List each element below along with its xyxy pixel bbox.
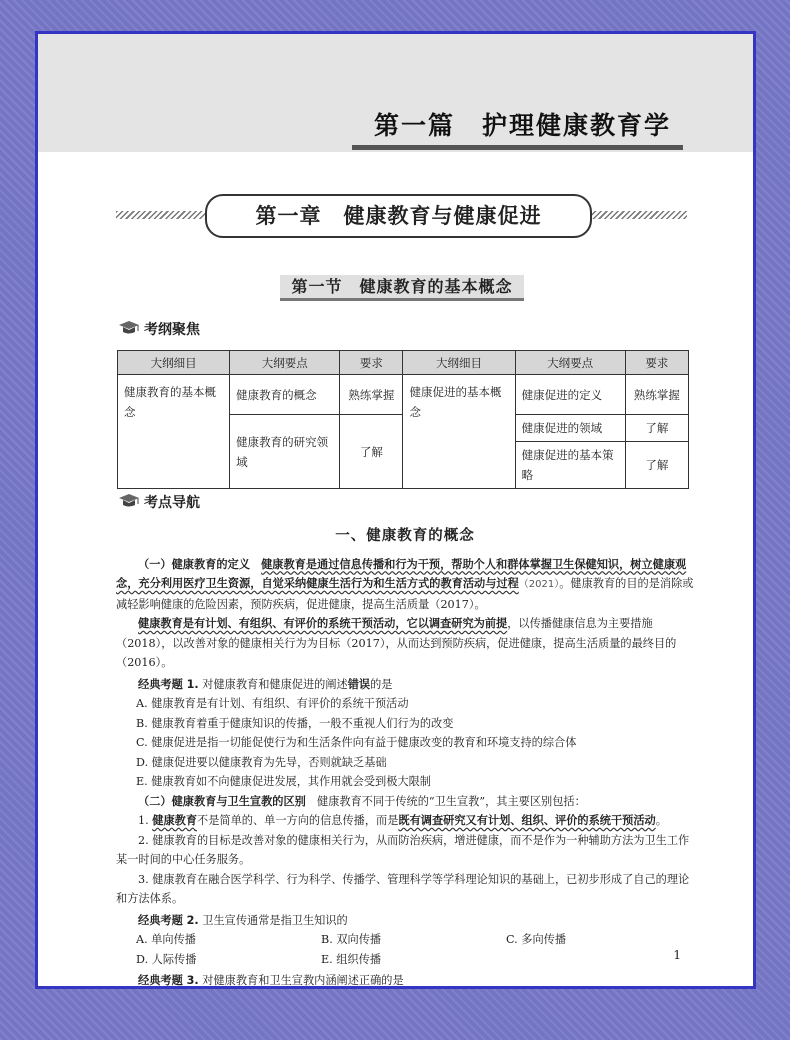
header-cell: 大纲细目	[118, 351, 230, 375]
question-stem: 对健康教育和卫生宣教内涵阐述正确的是	[202, 974, 404, 987]
table-cell-topic: 健康促进的基本概念	[403, 375, 515, 489]
question-label: 经典考题 1.	[138, 677, 199, 691]
table-cell-req: 了解	[625, 442, 688, 489]
key-point-text: 健康教育	[152, 814, 198, 827]
question-label: 经典考题 2.	[138, 913, 199, 927]
exam-question-1	[116, 675, 694, 695]
table-cell-topic: 健康教育的基本概念	[118, 375, 230, 489]
options-row	[116, 950, 694, 970]
table-cell-req: 了解	[340, 415, 403, 489]
question-stem-emphasis: 错误	[347, 677, 371, 691]
part-title: 第一篇 护理健康教育学	[352, 104, 683, 150]
option-a: A. 单向传播	[136, 933, 196, 946]
paragraph-text: 不是简单的、单一方向的信息传播，而是	[197, 814, 399, 827]
header-cell: 要求	[340, 351, 403, 375]
question-stem: 卫生宣传通常是指卫生知识的	[202, 913, 348, 927]
paragraph-difference	[116, 792, 694, 812]
question-stem: 对健康教育和健康促进的阐述	[202, 677, 348, 691]
option-e: E. 健康教育如不向健康促进发展，其作用就会受到极大限制	[136, 775, 431, 788]
exam-question-2	[116, 911, 694, 931]
option-a: A. 健康教育是有计划、有组织、有评价的系统干预活动	[136, 697, 409, 710]
question-label: 经典考题 3.	[138, 974, 199, 987]
graduation-cap-icon	[118, 493, 140, 513]
header-cell: 要求	[625, 351, 688, 375]
exam-guide-heading	[118, 492, 200, 513]
section-title: 第一节 健康教育的基本概念	[280, 275, 524, 301]
table-cell-point: 健康教育的研究领域	[230, 415, 340, 489]
syllabus-focus-heading	[118, 319, 200, 340]
paragraph-text: 。	[655, 814, 667, 827]
table-cell-point: 健康教育的概念	[230, 375, 340, 415]
hatch-decoration-right	[589, 211, 687, 219]
table-header-row	[118, 351, 689, 375]
table-cell-point: 健康促进的定义	[515, 375, 625, 415]
point-2: 2. 健康教育的目标是改善对象的健康相关行为，从而防治疾病，增进健康，而不是作为一种辅助方法为卫生工作某一时间的中心任务服务。	[116, 833, 690, 866]
exam-question-3	[116, 971, 694, 991]
exam-guide-label: 考点导航	[144, 495, 200, 511]
option-b: B. 健康教育着重于健康知识的传播，一般不重视人们行为的改变	[136, 716, 454, 730]
key-point-text: 健康教育是有计划、有组织、有评价的系统干预活动，它以调查研究为前提	[138, 617, 508, 630]
option-b: B. 双向传播	[321, 933, 382, 946]
paragraph-nature	[116, 614, 694, 673]
syllabus-table	[117, 350, 689, 489]
table-cell-req: 熟练掌握	[340, 375, 403, 415]
table-row	[118, 375, 689, 415]
paragraph-text: 健康教育不同于传统的“卫生宣教”，其主要区别包括：	[305, 794, 586, 808]
syllabus-focus-label: 考纲聚焦	[144, 322, 200, 338]
body-text	[116, 527, 694, 991]
header-cell: 大纲要点	[515, 351, 625, 375]
hatch-decoration-left	[116, 211, 208, 219]
paragraph-definition	[116, 555, 694, 615]
question-stem-end: 的是	[370, 677, 393, 691]
paragraph-lead: （二）健康教育与卫生宣教的区别	[138, 794, 306, 808]
key-point-text: 健康教育是通过信息传播和行为干预，帮助个人和群体掌握卫生保健知识，树立健康观念，充分利用医疗卫生资源，自觉采纳健康生活行为和生活方式的教育活动与过程	[116, 557, 687, 590]
point-1	[116, 811, 694, 831]
option-d: D. 健康促进要以健康教育为先导，否则就缺乏基础	[136, 755, 387, 769]
key-point-text: 既有调查研究又有计划、组织、评价的系统干预活动	[398, 814, 656, 827]
paragraph-lead: （一）健康教育的定义	[138, 557, 250, 571]
table-cell-req: 熟练掌握	[625, 375, 688, 415]
textbook-page	[35, 31, 756, 989]
chapter-title: 第一章 健康教育与健康促进	[205, 194, 592, 238]
point-3: 3. 健康教育在融合医学科学、行为科学、传播学、管理科学等学科理论知识的基础上，已初步形成了自己的理论和方法体系。	[116, 872, 690, 905]
subsection-heading: 一、健康教育的概念	[335, 528, 475, 544]
options-row	[116, 930, 694, 950]
option-d: D. 人际传播	[136, 952, 197, 966]
option-c: C. 健康促进是指一切能促使行为和生活条件向有益于健康改变的教育和环境支持的综合体	[136, 736, 577, 749]
table-cell-point: 健康促进的基本策略	[515, 442, 625, 489]
header-cell: 大纲要点	[230, 351, 340, 375]
table-cell-point: 健康促进的领域	[515, 415, 625, 442]
option-e: E. 组织传播	[321, 952, 382, 966]
year-tag: （2021）	[518, 579, 560, 590]
paragraph-text: ，以传播健康信息为主要措施（2018），以改善对象的健康相关行为为目标（2017），从而达到预防疾病，促进健康，提高生活质量的最终目的（2016）。	[116, 617, 677, 669]
option-c: C. 多向传播	[506, 933, 567, 946]
header-cell: 大纲细目	[403, 351, 515, 375]
table-cell-req: 了解	[625, 415, 688, 442]
point-number: 1.	[138, 814, 149, 827]
page-number: 1	[673, 948, 681, 962]
graduation-cap-icon	[118, 320, 140, 340]
paragraph-text: 。健康教育的目的是消除或减轻影响健康的危险因素，预防疾病，促进健康，提高生活质量（2017）。	[116, 577, 694, 611]
